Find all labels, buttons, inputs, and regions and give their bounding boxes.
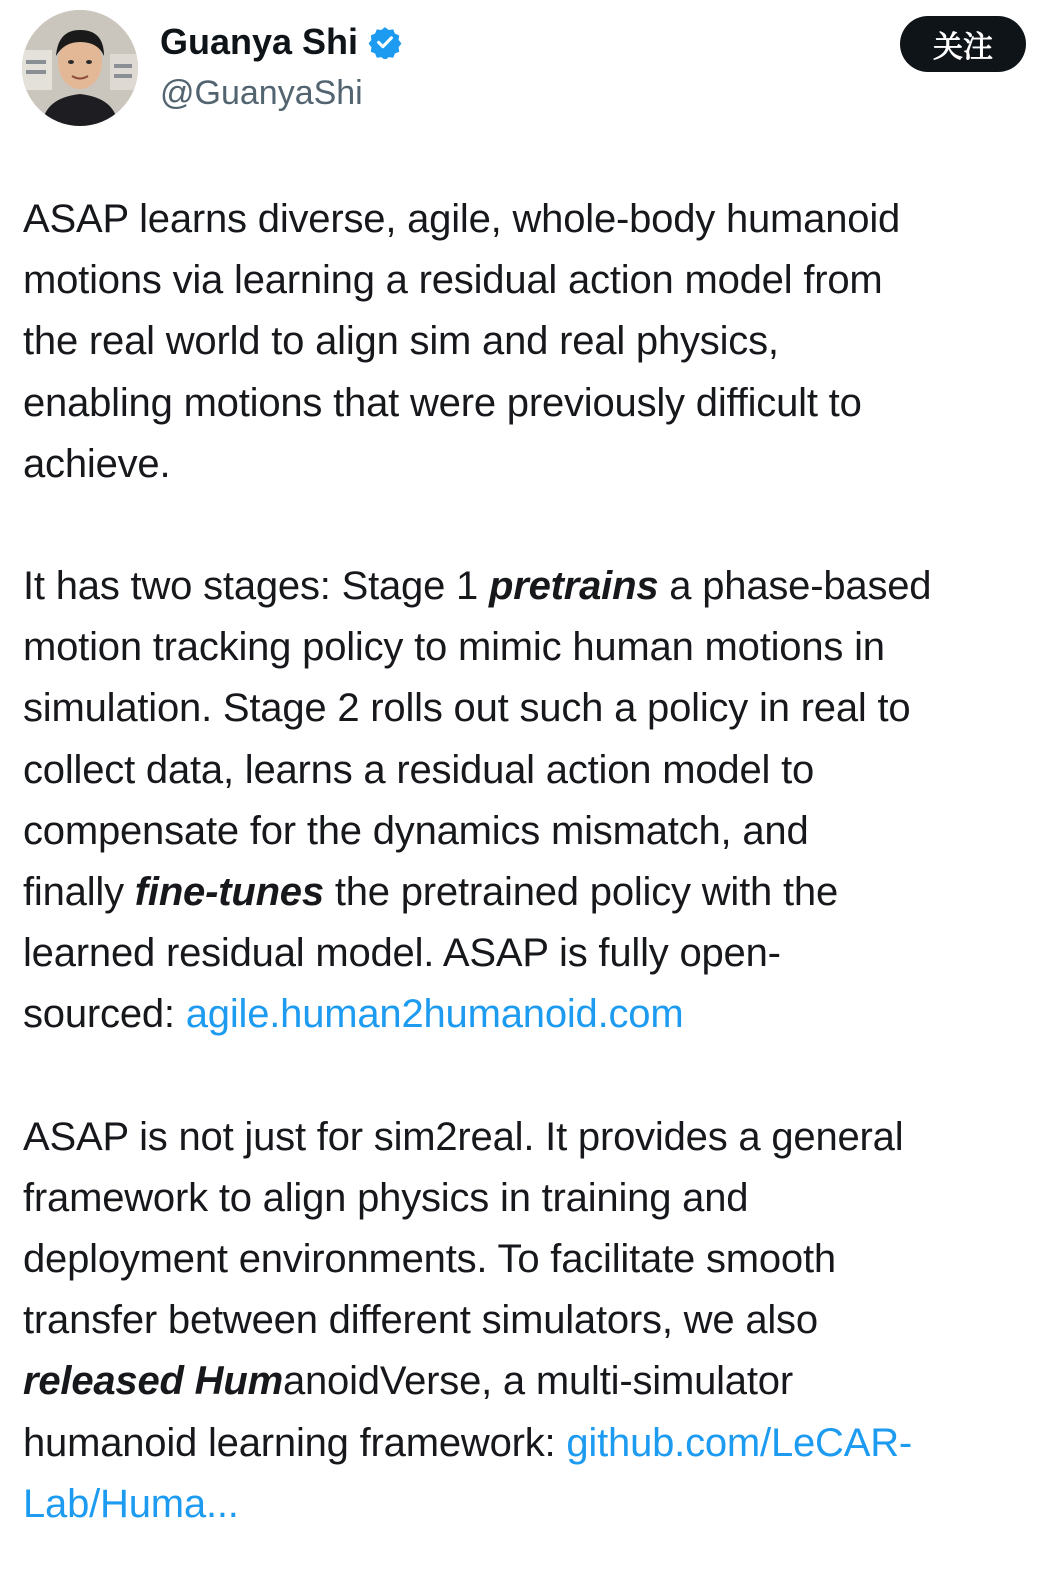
text-line — [23, 1351, 1043, 1412]
verified-badge-icon — [368, 25, 402, 59]
emphasis-pretrains: pretrains — [489, 564, 659, 609]
text-segment: finally — [23, 870, 135, 915]
text-line: achieve. — [23, 441, 171, 486]
author-name-row — [160, 18, 402, 66]
text-line: deployment environments. To facilitate smooth — [23, 1237, 836, 1282]
author-display-name[interactable]: Guanya Shi — [160, 21, 359, 62]
text-line: enabling motions that were previously difficult to — [23, 380, 862, 425]
text-line — [23, 862, 1043, 923]
tweet-paragraph-2 — [23, 556, 1043, 1046]
text-segment: anoidVerse, a multi-simulator — [282, 1359, 793, 1404]
emphasis-fine-tunes: fine-tunes — [134, 870, 324, 915]
text-line: learned residual model. ASAP is fully open- — [23, 931, 781, 976]
github-link-continued[interactable]: Lab/Huma... — [23, 1481, 239, 1526]
text-segment: the pretrained policy with the — [323, 870, 838, 915]
text-line: motion tracking policy to mimic human motions in — [23, 625, 885, 670]
tweet-text — [23, 189, 1043, 1535]
text-line — [23, 984, 1043, 1045]
follow-button[interactable]: 关注 — [900, 16, 1026, 72]
paragraph-gap — [23, 1046, 1043, 1107]
project-link[interactable]: agile.human2humanoid.com — [185, 992, 684, 1037]
github-link[interactable]: github.com/LeCAR- — [566, 1420, 913, 1465]
text-line: framework to align physics in training and — [23, 1175, 749, 1220]
text-line — [23, 1474, 1043, 1535]
text-segment: It has two stages: Stage 1 — [23, 564, 489, 609]
text-line — [23, 556, 1043, 617]
author-handle[interactable]: @GuanyaShi — [160, 74, 363, 112]
paragraph-gap — [23, 495, 1043, 556]
text-segment: sourced: — [23, 992, 186, 1037]
text-line: simulation. Stage 2 rolls out such a policy in real to — [23, 686, 911, 731]
profile-photo-icon — [22, 10, 138, 126]
text-line: motions via learning a residual action model from — [23, 258, 883, 303]
emphasis-released: released Hum — [23, 1359, 283, 1404]
text-line: the real world to align sim and real physics, — [23, 319, 779, 364]
text-line: ASAP is not just for sim2real. It provides a general — [23, 1114, 904, 1159]
text-line — [23, 1413, 1043, 1474]
avatar[interactable] — [22, 10, 138, 126]
text-line: compensate for the dynamics mismatch, and — [23, 808, 809, 853]
tweet-paragraph-1 — [23, 189, 1043, 495]
text-line: transfer between different simulators, we also — [23, 1298, 818, 1343]
text-line: collect data, learns a residual action model to — [23, 747, 815, 792]
text-line: ASAP learns diverse, agile, whole-body humanoid — [23, 197, 901, 241]
text-segment: a phase-based — [658, 564, 932, 609]
tweet-header — [0, 0, 1051, 140]
tweet-paragraph-3 — [23, 1107, 1043, 1535]
text-segment: humanoid learning framework: — [23, 1420, 567, 1465]
